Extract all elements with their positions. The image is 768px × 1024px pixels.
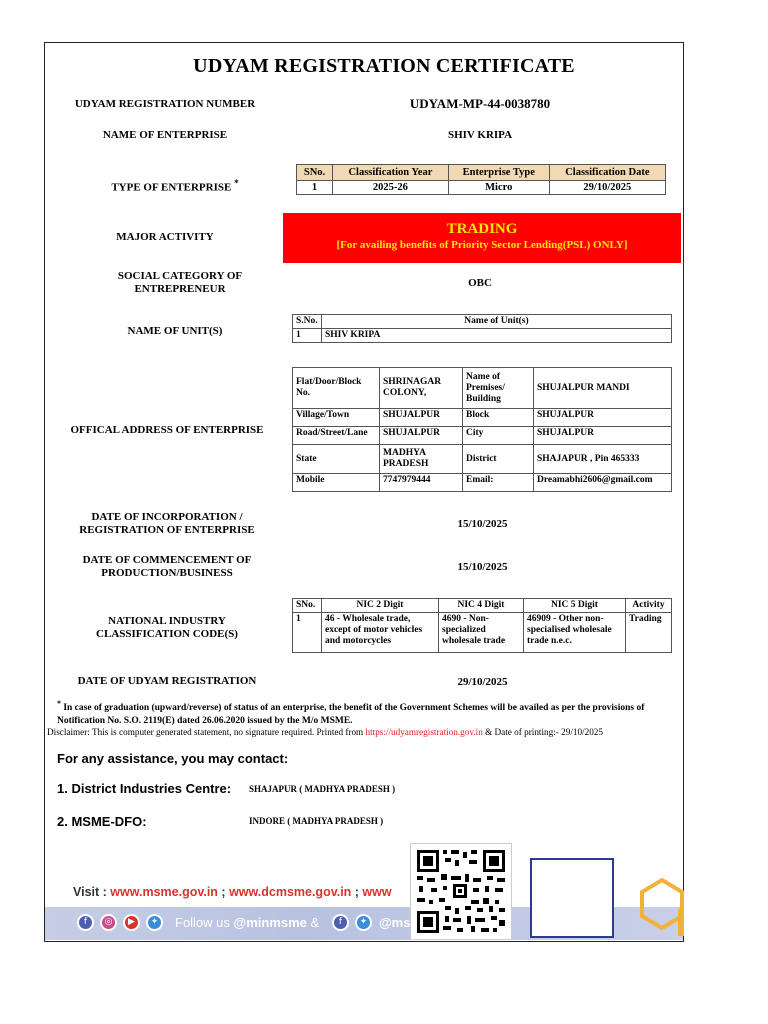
dfo-value: INDORE ( MADHYA PRADESH ): [249, 816, 384, 826]
dfo-label: 2. MSME-DFO:: [57, 814, 147, 829]
visit-line: Visit : www.msme.gov.in ; www.dcmsme.gov.in ; www: [73, 885, 392, 899]
twitter-icon[interactable]: ✦: [355, 914, 372, 931]
commencement-label: DATE OF COMMENCEMENT OF PRODUCTION/BUSINESS: [82, 554, 252, 579]
table-row: [293, 368, 672, 409]
twitter-icon[interactable]: ✦: [146, 914, 163, 931]
table-header: SNo.: [297, 165, 333, 181]
youtube-icon[interactable]: ▶: [123, 914, 140, 931]
reg-number-value: UDYAM-MP-44-0038780: [409, 96, 551, 111]
table-header: SNo.: [293, 599, 322, 613]
table-row: [293, 329, 672, 343]
table-cell: Trading: [626, 613, 672, 653]
table-cell: MADHYA PRADESH: [380, 445, 463, 474]
enterprise-name-label: NAME OF ENTERPRISE: [102, 129, 228, 141]
incorporation-label: DATE OF INCORPORATION / REGISTRATION OF ENTERPRISE: [79, 511, 255, 536]
table-cell: SHUJALPUR: [380, 427, 463, 445]
facebook-icon[interactable]: f: [332, 914, 349, 931]
table-cell: 46909 - Other non-specialised wholesale trade n.e.c.: [524, 613, 626, 653]
classification-table: [296, 164, 666, 195]
table-cell: 1: [293, 329, 322, 343]
table-cell: 1: [293, 613, 322, 653]
table-row: [297, 165, 666, 181]
udyam-date-label: DATE OF UDYAM REGISTRATION: [77, 675, 257, 687]
certificate-title: UDYAM REGISTRATION CERTIFICATE: [193, 55, 575, 77]
table-cell: 46 - Wholesale trade, except of motor vehicles and motorcycles: [322, 613, 439, 653]
table-cell: Email:: [463, 474, 534, 492]
table-header: S.No.: [293, 315, 322, 329]
table-header: NIC 4 Digit: [439, 599, 524, 613]
assistance-heading: For any assistance, you may contact:: [57, 751, 289, 766]
table-row: [293, 427, 672, 445]
table-cell: Micro: [448, 181, 549, 195]
nic-table: [292, 598, 672, 653]
disclaimer: Disclaimer: This is computer generated statement, no signature required. Printed from https://udyamregistration.gov.in & Date of printing:- 29/10/2025: [47, 727, 603, 737]
dic-value: SHAJAPUR ( MADHYA PRADESH ): [249, 784, 396, 794]
table-cell: 7747979444: [380, 474, 463, 492]
table-cell: Block: [463, 409, 534, 427]
table-header: Activity: [626, 599, 672, 613]
table-header: Enterprise Type: [448, 165, 549, 181]
commencement-value: 15/10/2025: [457, 561, 508, 573]
udyam-link[interactable]: https://udyamregistration.gov.in: [365, 727, 483, 737]
table-cell: Dreamabhi2606@gmail.com: [534, 474, 672, 492]
dic-label: 1. District Industries Centre:: [57, 781, 232, 796]
table-header: NIC 2 Digit: [322, 599, 439, 613]
table-cell: District: [463, 445, 534, 474]
table-header: NIC 5 Digit: [524, 599, 626, 613]
table-cell: SHIV KRIPA: [322, 329, 672, 343]
table-row: [293, 315, 672, 329]
table-cell: Mobile: [293, 474, 380, 492]
table-cell: SHAJAPUR , Pin 465333: [534, 445, 672, 474]
table-row: [293, 599, 672, 613]
table-cell: Name of Premises/ Building: [463, 368, 534, 409]
table-cell: State: [293, 445, 380, 474]
table-cell: SHUJALPUR: [534, 409, 672, 427]
footnote: * In case of graduation (upward/reverse) of status of an enterprise, the benefit of the Government Schemes will be availed as per the provisions of Notification No. S.O. 2119(E) dated 26.06.2020 issued by the M/o MSME.: [57, 699, 645, 727]
table-header: Classification Date: [549, 165, 665, 181]
link-dcmsme[interactable]: www.dcmsme.gov.in: [229, 885, 352, 899]
type-label: TYPE OF ENTERPRISE *: [111, 178, 239, 194]
link-msme[interactable]: www.msme.gov.in: [110, 885, 218, 899]
handle-text: @ms: [379, 915, 411, 930]
units-label: NAME OF UNIT(S): [127, 325, 223, 337]
table-cell: Village/Town: [293, 409, 380, 427]
units-table: [292, 314, 672, 343]
table-row: [293, 474, 672, 492]
enterprise-name-value: SHIV KRIPA: [447, 129, 513, 141]
qr-code-icon: [411, 844, 511, 939]
table-cell: City: [463, 427, 534, 445]
table-cell: Road/Street/Lane: [293, 427, 380, 445]
incorporation-value: 15/10/2025: [457, 518, 508, 530]
table-row: [297, 181, 666, 195]
nic-label: NATIONAL INDUSTRY CLASSIFICATION CODE(S): [96, 615, 238, 640]
social-category-value: OBC: [468, 277, 492, 289]
table-cell: 29/10/2025: [549, 181, 665, 195]
msme-logo-box: [530, 858, 614, 938]
table-row: [293, 409, 672, 427]
major-activity-label: MAJOR ACTIVITY: [116, 231, 214, 243]
table-cell: SHRINAGAR COLONY,: [380, 368, 463, 409]
table-row: [293, 613, 672, 653]
table-header: Classification Year: [333, 165, 449, 181]
major-activity-value: TRADING: [446, 221, 518, 237]
table-cell: Flat/Door/Block No.: [293, 368, 380, 409]
table-cell: SHUJALPUR: [380, 409, 463, 427]
table-header: Name of Unit(s): [322, 315, 672, 329]
major-activity-note: [For availing benefits of Priority Sector Lending(PSL) ONLY]: [336, 239, 628, 251]
instagram-icon[interactable]: ◎: [100, 914, 117, 931]
social-category-label: SOCIAL CATEGORY OF ENTREPRENEUR: [117, 270, 243, 295]
hexagon-decoration-icon: [640, 878, 684, 938]
table-cell: SHUJALPUR: [534, 427, 672, 445]
type-star: *: [234, 178, 239, 188]
table-cell: 4690 - Non-specialized wholesale trade: [439, 613, 524, 653]
qr-code: [410, 843, 512, 940]
major-activity-banner: [283, 213, 681, 263]
address-label: OFFICAL ADDRESS OF ENTERPRISE: [70, 424, 264, 436]
table-cell: 2025-26: [333, 181, 449, 195]
udyam-date-value: 29/10/2025: [457, 676, 508, 688]
table-cell: SHUJALPUR MANDI: [534, 368, 672, 409]
table-row: [293, 445, 672, 474]
facebook-icon[interactable]: f: [77, 914, 94, 931]
table-cell: 1: [297, 181, 333, 195]
follow-text: Follow us @minmsme &: [175, 915, 320, 930]
address-table: [292, 367, 672, 492]
reg-number-label: UDYAM REGISTRATION NUMBER: [74, 98, 256, 110]
